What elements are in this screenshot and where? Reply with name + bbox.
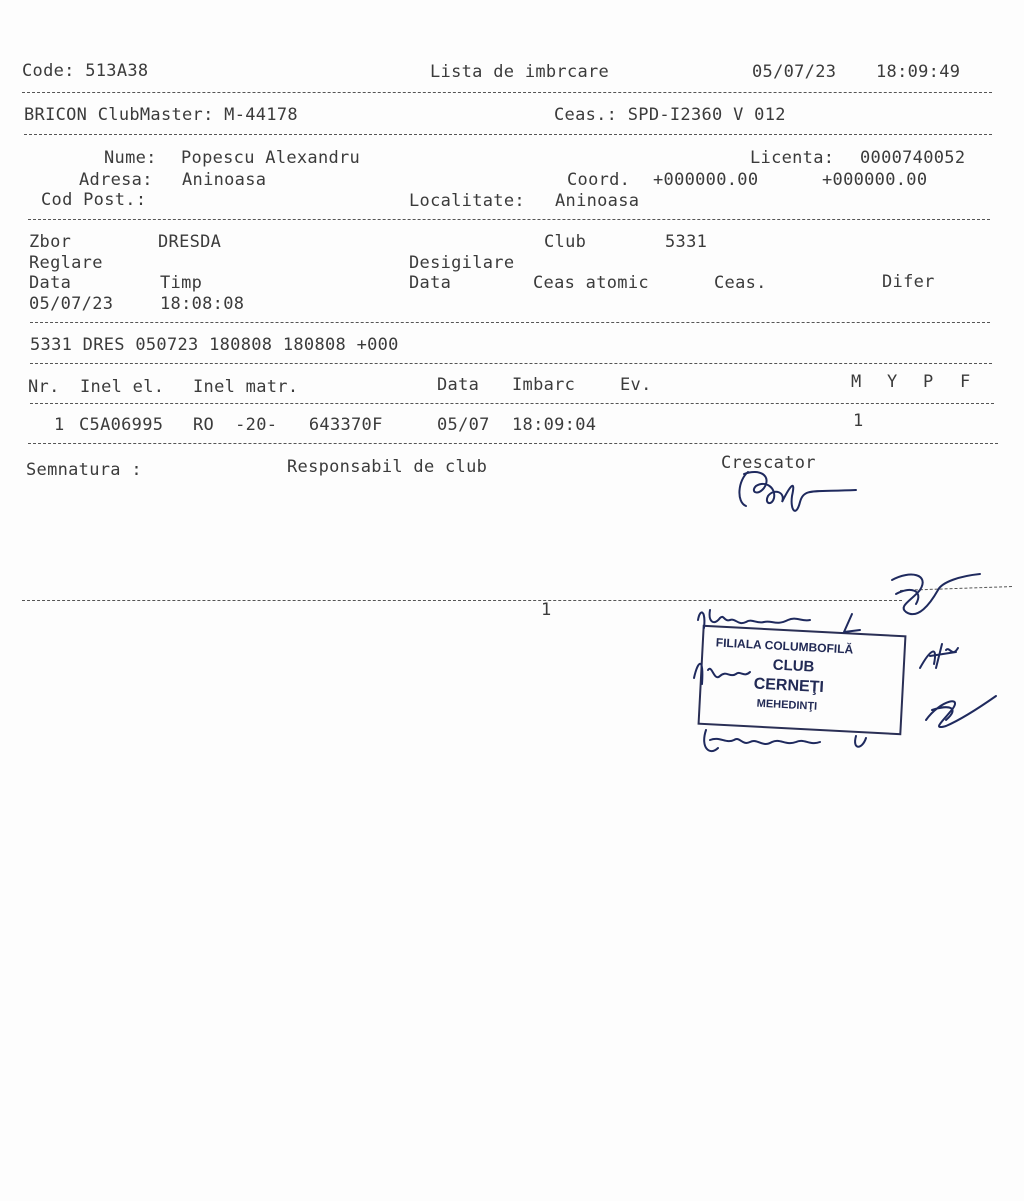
coord-x: +000000.00: [653, 170, 759, 190]
col-f: F: [960, 372, 971, 392]
col-p: P: [923, 372, 934, 392]
data-label: Data: [29, 273, 72, 293]
col-ev: Ev.: [620, 375, 652, 395]
code-label: Code: 513A38: [22, 61, 149, 81]
reglare-time: 18:08:08: [160, 294, 245, 314]
license-number: 0000740052: [860, 148, 966, 168]
responsabil-label: Responsabil de club: [287, 457, 488, 477]
stamp-line-2: CLUB: [772, 656, 815, 676]
desigilare-data-label: Data: [409, 273, 452, 293]
row-data: 05/07: [437, 415, 490, 435]
owner-address: Aninoasa: [182, 170, 267, 190]
col-m: M: [851, 372, 862, 392]
coord-y: +000000.00: [822, 170, 928, 190]
document-title: Lista de imbrcare: [430, 62, 610, 82]
flight-name: DRESDA: [158, 232, 222, 252]
divider: [28, 443, 998, 444]
clubmaster-id: BRICON ClubMaster: M-44178: [24, 105, 298, 125]
print-date: 05/07/23: [752, 62, 837, 82]
stamp-line-1: FILIALA COLUMBOFILĂ: [715, 635, 854, 657]
ceas-atomic-label: Ceas atomic: [533, 273, 649, 293]
owner-locality: Aninoasa: [555, 191, 640, 211]
row-inel-el: C5A06995: [79, 415, 164, 435]
col-imbarc: Imbarc: [512, 375, 576, 395]
desigilare-label: Desigilare: [409, 253, 515, 273]
owner-name: Popescu Alexandru: [181, 148, 361, 168]
coord-label: Coord.: [567, 170, 631, 190]
row-m: 1: [853, 411, 864, 431]
timp-label: Timp: [160, 273, 203, 293]
committee-signatures: [680, 560, 1010, 760]
license-label: Licenta:: [750, 148, 835, 168]
crescator-signature: [730, 462, 860, 522]
reglare-label: Reglare: [29, 253, 103, 273]
address-label: Adresa:: [79, 170, 153, 190]
club-label: Club: [544, 232, 587, 252]
stamp-line-4: MEHEDINŢI: [756, 697, 818, 713]
col-y: Y: [887, 372, 898, 392]
divider: [30, 403, 994, 404]
print-time: 18:09:49: [876, 62, 961, 82]
col-data: Data: [437, 375, 480, 395]
postcode-label: Cod Post.:: [41, 190, 147, 210]
reglare-date: 05/07/23: [29, 294, 114, 314]
divider: [30, 363, 992, 364]
divider: [24, 134, 992, 135]
divider: [22, 92, 992, 93]
club-number: 5331: [665, 232, 708, 252]
name-label: Nume:: [104, 148, 157, 168]
row-inel-matr: RO -20- 643370F: [193, 415, 383, 435]
divider: [30, 322, 990, 323]
col-nr: Nr.: [28, 377, 60, 397]
crescator-label: Crescator: [721, 453, 816, 473]
row-nr: 1: [54, 415, 65, 435]
difer-label: Difer: [882, 272, 935, 292]
ceas-label: Ceas.: [714, 273, 767, 293]
clock-id: Ceas.: SPD-I2360 V 012: [554, 105, 786, 125]
stamp-line-3: CERNEŢI: [753, 675, 825, 697]
semnatura-label: Semnatura :: [26, 460, 142, 480]
zbor-label: Zbor: [29, 232, 72, 252]
page-number: 1: [541, 600, 552, 620]
col-inel-el: Inel el.: [80, 377, 165, 397]
locality-label: Localitate:: [409, 191, 525, 211]
col-inel-matr: Inel matr.: [193, 377, 299, 397]
row-imbarc: 18:09:04: [512, 415, 597, 435]
divider: [28, 219, 990, 220]
summary-line: 5331 DRES 050723 180808 180808 +000: [30, 335, 399, 355]
